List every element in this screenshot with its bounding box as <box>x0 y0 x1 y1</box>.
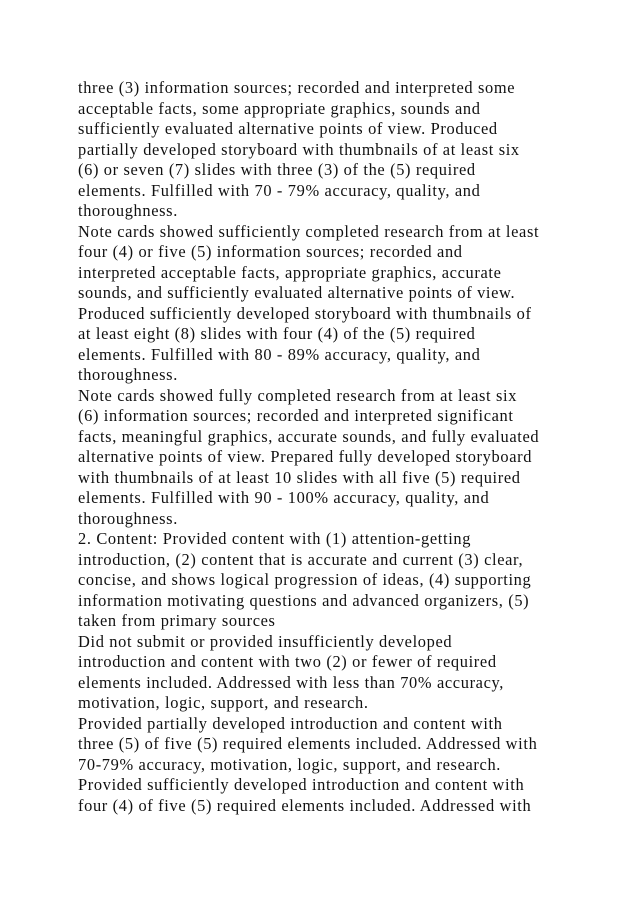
text-line: introduction, (2) content that is accurate and current (3) clear, <box>78 549 524 569</box>
text-line: (6) or seven (7) slides with three (3) of the (5) required <box>78 160 476 179</box>
text-line: sounds, and sufficiently evaluated alternative points of view. <box>78 283 516 302</box>
text-line: motivation, logic, support, and research. <box>78 693 369 712</box>
text-line: alternative points of view. Prepared fully developed storyboard <box>78 447 533 466</box>
text-line: elements. Fulfilled with 70 - 79% accuracy, quality, and <box>78 180 481 200</box>
text-line: four (4) or five (5) information sources; recorded and <box>78 242 463 261</box>
text-line: taken from primary sources <box>78 611 276 630</box>
text-line: Provided partially developed introduction and content with <box>78 713 503 733</box>
text-line: (6) information sources; recorded and interpreted significant <box>78 406 514 425</box>
text-line: 70-79% accuracy, motivation, logic, support, and research. <box>78 754 502 774</box>
text-line: Note cards showed fully completed research from at least six <box>78 385 518 405</box>
text-line: interpreted acceptable facts, appropriate graphics, accurate <box>78 262 502 282</box>
document-text <box>78 78 598 816</box>
text-line: concise, and shows logical progression of ideas, (4) supporting <box>78 570 532 589</box>
text-line: thoroughness. <box>78 508 178 528</box>
text-line: elements included. Addressed with less than 70% accuracy, <box>78 672 505 692</box>
text-line: facts, meaningful graphics, accurate sounds, and fully evaluated <box>78 426 540 446</box>
text-line: Did not submit or provided insufficiently developed <box>78 631 453 651</box>
text-line: information motivating questions and advanced organizers, (5) <box>78 590 530 610</box>
text-line: thoroughness. <box>78 201 178 220</box>
text-line: at least eight (8) slides with four (4) of the (5) required <box>78 324 476 343</box>
text-line: Provided sufficiently developed introduction and content with <box>78 775 525 794</box>
text-line: elements. Fulfilled with 80 - 89% accuracy, quality, and <box>78 344 481 364</box>
text-line: partially developed storyboard with thumbnails of at least six <box>78 139 520 159</box>
text-line: Produced sufficiently developed storyboard with thumbnails of <box>78 303 532 323</box>
text-line: acceptable facts, some appropriate graphics, sounds and <box>78 98 481 118</box>
text-line: introduction and content with two (2) or fewer of required <box>78 652 497 671</box>
text-line: three (3) information sources; recorded and interpreted some <box>78 78 516 97</box>
text-line: with thumbnails of at least 10 slides with all five (5) required <box>78 467 521 487</box>
text-line: thoroughness. <box>78 365 178 384</box>
text-line: four (4) of five (5) required elements included. Addressed with <box>78 795 532 815</box>
text-line: elements. Fulfilled with 90 - 100% accuracy, quality, and <box>78 488 490 507</box>
text-line: three (5) of five (5) required elements included. Addressed with <box>78 734 538 753</box>
text-line: sufficiently evaluated alternative points of view. Produced <box>78 119 498 138</box>
text-line: Note cards showed sufficiently completed research from at least <box>78 221 540 241</box>
text-line: 2. Content: Provided content with (1) attention-getting <box>78 529 472 548</box>
